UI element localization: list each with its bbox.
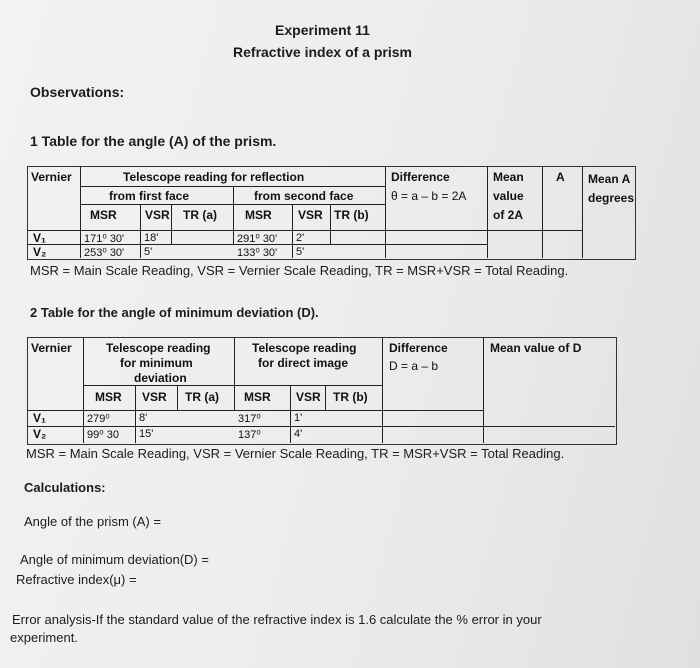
t2-row1-msr2: 317⁰ xyxy=(238,413,261,425)
t1-col-vernier: Vernier xyxy=(31,170,72,184)
t1-row1-vsr1: 18' xyxy=(144,232,159,244)
t2-row1-vsr1: 8' xyxy=(139,412,148,424)
t1-row1-vernier: V₁ xyxy=(33,231,46,245)
t1-col-mean-3: of 2A xyxy=(493,208,523,222)
t2-col-tel-min-3: deviation xyxy=(134,371,187,385)
t2-row2-vsr1: 15' xyxy=(139,428,154,440)
t2-row2-msr1: 99⁰ 30 xyxy=(87,429,119,441)
t2-col-tel-dir-1: Telescope reading xyxy=(252,341,357,355)
table1-caption: 1 Table for the angle (A) of the prism. xyxy=(30,133,277,149)
t1-row2-msr1: 253⁰ 30' xyxy=(84,247,125,259)
refractive-index-line: Refractive index(μ) = xyxy=(16,572,137,587)
observations-heading: Observations: xyxy=(30,84,125,100)
t1-col-mean-2: value xyxy=(493,189,524,203)
t1-col-meana-1: Mean A xyxy=(588,172,631,186)
t1-col-mean-1: Mean xyxy=(493,170,524,184)
t2-row2-vernier: V₂ xyxy=(33,427,47,441)
t1-row2-vernier: V₂ xyxy=(33,245,47,259)
error-analysis-line-2: experiment. xyxy=(10,630,78,645)
t1-col-telescope: Telescope reading for reflection xyxy=(123,170,305,184)
t2-row1-vsr2: 1' xyxy=(294,412,303,424)
t2-col-difference: Difference xyxy=(389,341,448,355)
t2-sub-msr2: MSR xyxy=(244,390,271,404)
error-analysis-line-1: Error analysis-If the standard value of the refractive index is 1.6 calculate the % error in your xyxy=(12,612,542,627)
t1-row1-msr2: 291⁰ 30' xyxy=(237,233,278,245)
angle-prism-line: Angle of the prism (A) = xyxy=(24,514,161,529)
t1-row1-msr1: 171⁰ 30' xyxy=(84,233,125,245)
t2-row1-msr1: 279⁰ xyxy=(87,413,110,425)
t1-sub-msr2: MSR xyxy=(245,208,272,222)
t2-sub-tra: TR (a) xyxy=(185,390,219,404)
table2-footnote: MSR = Main Scale Reading, VSR = Vernier Scale Reading, TR = MSR+VSR = Total Reading. xyxy=(26,446,565,461)
t2-col-mean: Mean value of D xyxy=(490,341,582,355)
angle-min-deviation-line: Angle of minimum deviation(D) = xyxy=(20,552,209,567)
t1-col-meana-2: degrees xyxy=(588,191,635,205)
t2-sub-vsr2: VSR xyxy=(296,390,321,404)
t1-col-from-second: from second face xyxy=(254,189,354,203)
table1-footnote: MSR = Main Scale Reading, VSR = Vernier Scale Reading, TR = MSR+VSR = Total Reading. xyxy=(30,263,569,278)
t1-row2-msr2: 133⁰ 30' xyxy=(237,247,278,259)
t2-col-tel-dir-2: for direct image xyxy=(258,356,349,370)
t2-sub-trb: TR (b) xyxy=(333,390,368,404)
t2-row2-msr2: 137⁰ xyxy=(238,429,261,441)
experiment-title: Experiment 11 xyxy=(275,22,370,38)
t1-sub-trb: TR (b) xyxy=(334,208,369,222)
t2-sub-msr: MSR xyxy=(95,390,122,404)
t2-col-tel-min-1: Telescope reading xyxy=(106,341,211,355)
t1-col-difference: Difference xyxy=(391,170,450,184)
calculations-heading: Calculations: xyxy=(24,480,106,495)
t1-row1-vsr2: 2' xyxy=(296,232,305,244)
t1-col-from-first: from first face xyxy=(109,189,190,203)
t1-sub-vsr2: VSR xyxy=(298,208,323,222)
t1-sub-vsr: VSR xyxy=(145,208,170,222)
t2-col-difference-formula: D = a – b xyxy=(389,359,439,373)
t1-col-difference-formula: θ = a – b = 2A xyxy=(391,189,467,203)
t2-col-tel-min-2: for minimum xyxy=(120,356,193,370)
t1-sub-tra: TR (a) xyxy=(183,208,217,222)
t1-row2-vsr2: 5' xyxy=(296,246,305,258)
table2-caption: 2 Table for the angle of minimum deviation (D). xyxy=(30,305,319,320)
t2-col-vernier: Vernier xyxy=(31,341,72,355)
t2-sub-vsr: VSR xyxy=(142,390,167,404)
t1-col-a: A xyxy=(556,170,565,184)
t2-row2-vsr2: 4' xyxy=(294,428,303,440)
t1-sub-msr: MSR xyxy=(90,208,117,222)
t1-row2-vsr1: 5' xyxy=(144,246,153,258)
t2-row1-vernier: V₁ xyxy=(33,411,46,425)
experiment-subtitle: Refractive index of a prism xyxy=(233,44,412,60)
